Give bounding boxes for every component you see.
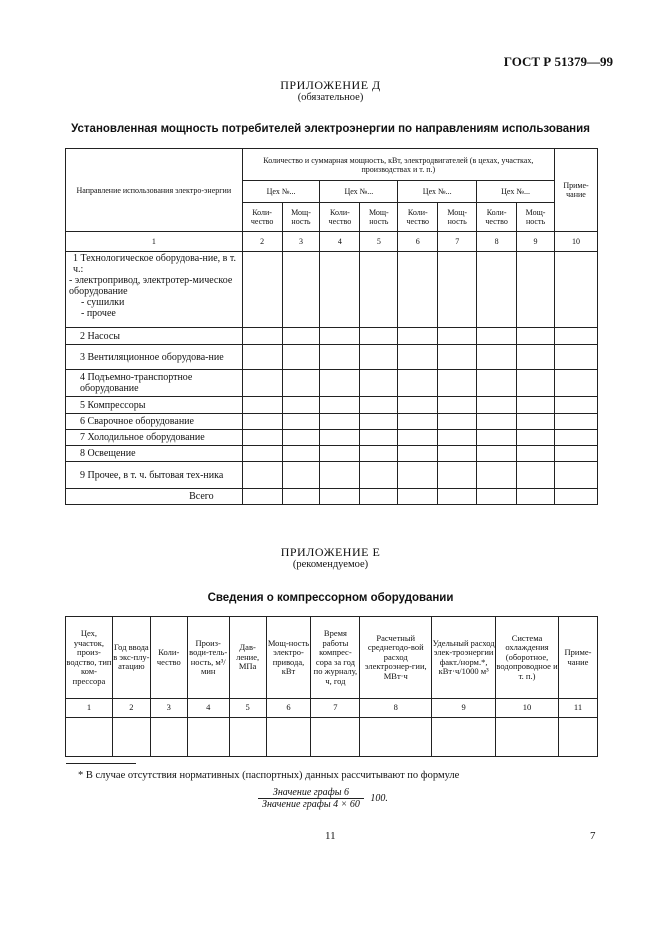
qty-header: Коли-чество (398, 203, 438, 232)
header-cell: Приме-чание (558, 617, 597, 699)
total-label: Всего (66, 489, 243, 505)
col-number: 7 (438, 232, 477, 252)
formula-numerator: Значение графы 6 (258, 787, 364, 799)
col-number: 9 (517, 232, 555, 252)
col-group-header: Количество и суммарная мощность, кВт, электродвигателей (в цехах, участках, производствах и т. п.) (242, 149, 554, 181)
row-label: 2 Насосы (66, 328, 243, 345)
col-number: 1 (66, 232, 243, 252)
col-number: 5 (360, 232, 398, 252)
col-number: 5 (229, 699, 266, 718)
row-label-line: 1 Технологическое оборудова-ние, в т. ч.: (73, 253, 237, 275)
compressor-table (65, 616, 598, 757)
col-number: 7 (311, 699, 360, 718)
col-number: 8 (477, 232, 517, 252)
row-label (66, 252, 243, 328)
appendix-d-heading: ПРИЛОЖЕНИЕ Д (280, 78, 381, 92)
row-label: 9 Прочее, в т. ч. бытовая тех-ника (66, 462, 243, 489)
col-number: 6 (266, 699, 311, 718)
col-number: 9 (432, 699, 496, 718)
appendix-d-title: Установленная мощность потребителей электроэнергии по направлениям использования (71, 123, 590, 135)
row-label: 8 Освещение (66, 446, 243, 462)
row-label: 4 Подъемно-транспортное оборудование (66, 370, 243, 397)
table-row (66, 370, 598, 397)
table-row (66, 252, 598, 328)
header-cell: Коли-чество (150, 617, 187, 699)
col-number: 2 (242, 232, 282, 252)
col-number: 2 (112, 699, 150, 718)
col-number: 6 (398, 232, 438, 252)
header-cell: Удельный расход элек-троэнергии факт./норм.*, кВт·ч/1000 м³ (432, 617, 496, 699)
row-label: 5 Компрессоры (66, 397, 243, 414)
table-row (66, 446, 598, 462)
col-number: 1 (66, 699, 113, 718)
shop-header: Цех №... (320, 181, 398, 203)
page-number: 7 (590, 830, 596, 842)
table-row (66, 397, 598, 414)
table-row (66, 328, 598, 345)
row-label: 3 Вентиляционное оборудова-ние (66, 345, 243, 370)
appendix-d-status: (обязательное) (297, 92, 364, 103)
power-consumers-table (65, 148, 598, 505)
header-cell: Дав-ление, МПа (229, 617, 266, 699)
power-header: Мощ-ность (282, 203, 320, 232)
internal-page-number: 11 (325, 830, 336, 842)
standard-code: ГОСТ Р 51379—99 (503, 54, 613, 69)
header-cell: Год ввода в экс-плу-атацию (112, 617, 150, 699)
row-label-line: - прочее (81, 308, 116, 319)
col-number: 3 (282, 232, 320, 252)
col-direction-header: Направление использования электро-энергии (66, 149, 243, 232)
footnote-text: * В случае отсутствия нормативных (паспортных) данных рассчитывают по формуле (78, 770, 460, 781)
appendix-e-title: Сведения о компрессорном оборудовании (207, 592, 454, 604)
col-number: 4 (320, 232, 360, 252)
power-header: Мощ-ность (360, 203, 398, 232)
header-cell: Мощ-ность электро-привода, кВт (266, 617, 311, 699)
header-cell: Расчетный среднегодо-вой расход электроэнер-гии, МВт·ч (360, 617, 432, 699)
qty-header: Коли-чество (242, 203, 282, 232)
shop-header: Цех №... (242, 181, 320, 203)
table-row (66, 430, 598, 446)
power-header: Мощ-ность (517, 203, 555, 232)
row-label: 7 Холодильное оборудование (66, 430, 243, 446)
header-cell: Время работы компрес-сора за год по журналу, ч, год (311, 617, 360, 699)
header-cell: Цех, участок, произ-водство, тип ком-прессора (66, 617, 113, 699)
col-number: 4 (187, 699, 229, 718)
table-row (66, 414, 598, 430)
qty-header: Коли-чество (320, 203, 360, 232)
appendix-e-status: (рекомендуемое) (292, 559, 369, 570)
table-row (66, 462, 598, 489)
header-cell: Система охлаждения (оборотное, водопроводное и т. п.) (496, 617, 559, 699)
formula-fraction (258, 787, 364, 810)
qty-header: Коли-чество (477, 203, 517, 232)
col-number: 11 (558, 699, 597, 718)
formula-denominator: Значение графы 4 × 60 (262, 799, 360, 810)
header-cell: Произ-води-тель-ность, м³/мин (187, 617, 229, 699)
footnote-divider (66, 763, 136, 764)
col-number: 3 (150, 699, 187, 718)
table-row-total (66, 489, 598, 505)
formula-multiplier: 100. (370, 793, 388, 804)
shop-header: Цех №... (477, 181, 555, 203)
row-label-line: - сушилки (81, 297, 125, 308)
col-number: 10 (555, 232, 598, 252)
col-note-header: Приме-чание (555, 149, 598, 232)
row-label: 6 Сварочное оборудование (66, 414, 243, 430)
row-label-line: - электропривод, электротер-мическое оборудование (69, 275, 233, 297)
shop-header: Цех №... (398, 181, 477, 203)
formula (258, 787, 388, 810)
table-row (66, 718, 598, 757)
appendix-e-heading: ПРИЛОЖЕНИЕ Е (280, 545, 381, 559)
power-header: Мощ-ность (438, 203, 477, 232)
col-number: 8 (360, 699, 432, 718)
col-number: 10 (496, 699, 559, 718)
table-row (66, 345, 598, 370)
